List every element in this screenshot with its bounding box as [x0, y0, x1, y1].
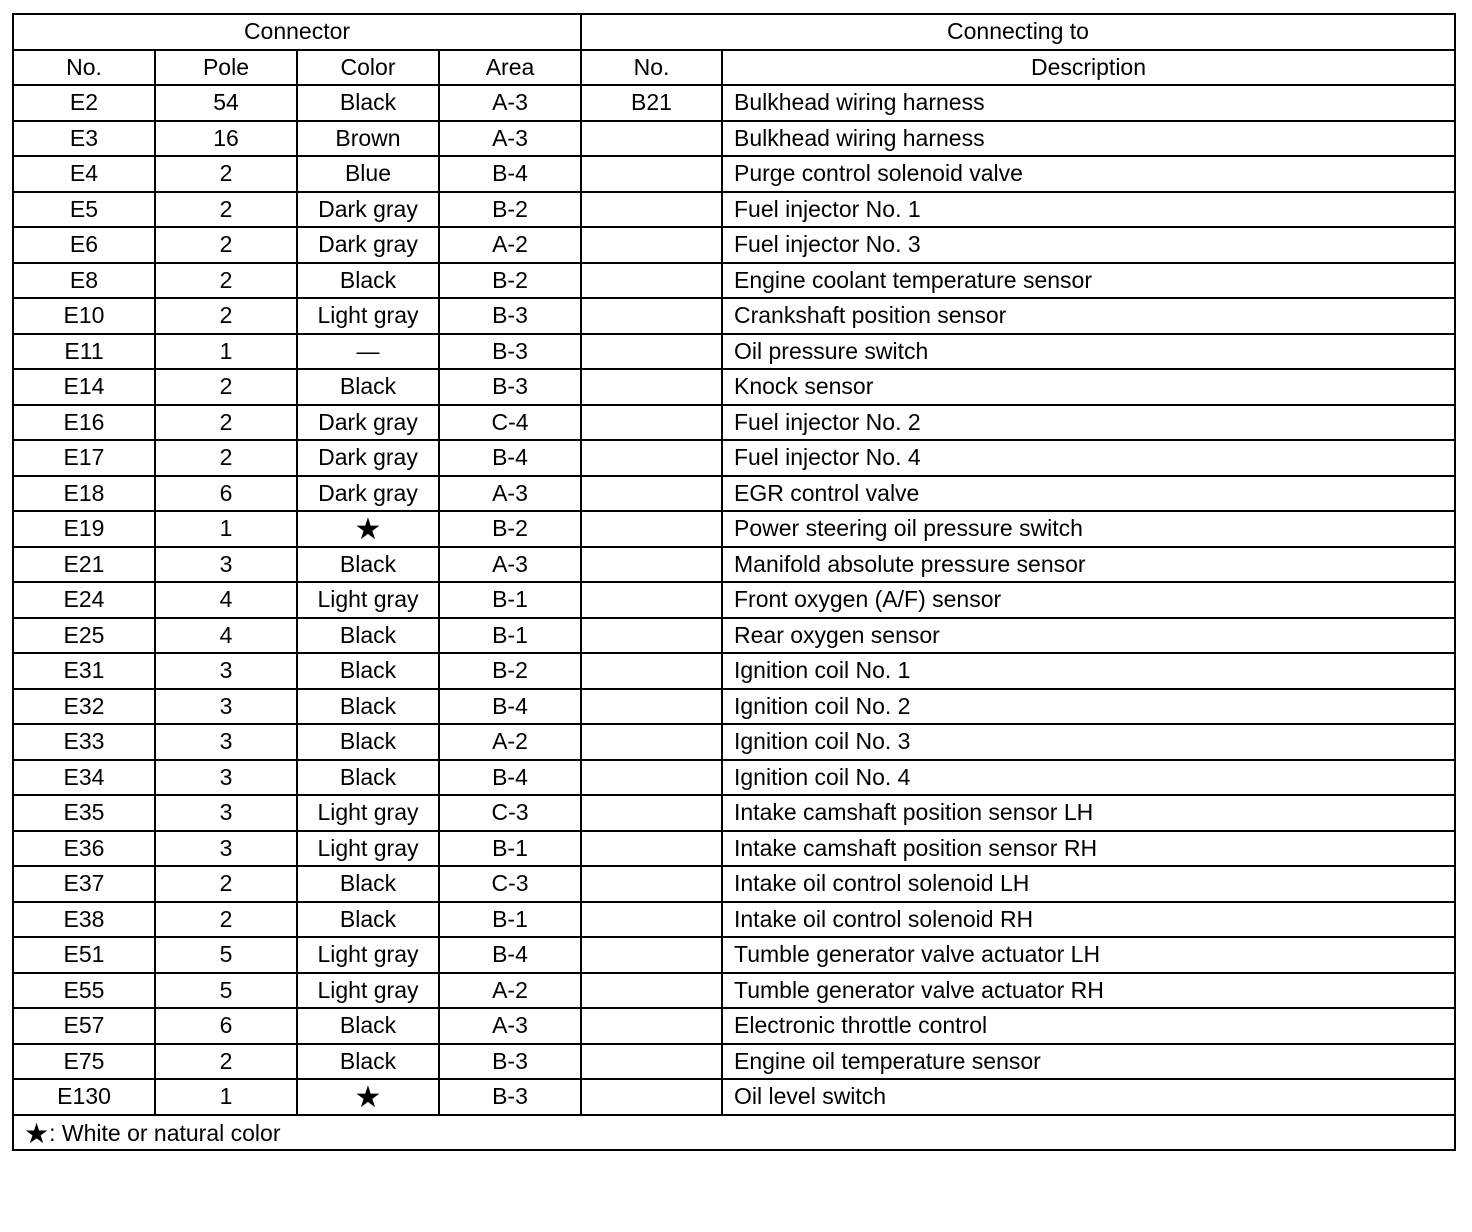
table-row: [13, 334, 1455, 370]
cell-to-no: [581, 653, 722, 689]
cell-pole: 2: [155, 227, 297, 263]
header-column-row: [13, 50, 1455, 86]
cell-color: Black: [297, 866, 439, 902]
table-row: [13, 1079, 1455, 1115]
cell-no: E130: [13, 1079, 155, 1115]
cell-no: E75: [13, 1044, 155, 1080]
header-to-no: No.: [581, 50, 722, 86]
cell-area: B-2: [439, 192, 581, 228]
cell-pole: 2: [155, 263, 297, 299]
cell-area: A-2: [439, 973, 581, 1009]
header-area: Area: [439, 50, 581, 86]
cell-pole: 6: [155, 1008, 297, 1044]
cell-to-no: [581, 689, 722, 725]
cell-to-no: [581, 156, 722, 192]
cell-pole: 2: [155, 902, 297, 938]
table-row: [13, 369, 1455, 405]
cell-to-no: [581, 724, 722, 760]
cell-color: Light gray: [297, 937, 439, 973]
footnote-row: [13, 1115, 1455, 1151]
star-icon: ★: [354, 512, 382, 546]
cell-pole: 3: [155, 653, 297, 689]
cell-description: Bulkhead wiring harness: [722, 85, 1455, 121]
cell-area: A-3: [439, 121, 581, 157]
cell-pole: 3: [155, 724, 297, 760]
cell-color: Light gray: [297, 582, 439, 618]
cell-area: A-2: [439, 724, 581, 760]
cell-pole: 1: [155, 1079, 297, 1115]
table-row: [13, 973, 1455, 1009]
cell-pole: 2: [155, 192, 297, 228]
cell-color: Black: [297, 369, 439, 405]
cell-color: Dark gray: [297, 476, 439, 512]
cell-no: E32: [13, 689, 155, 725]
cell-description: Fuel injector No. 4: [722, 440, 1455, 476]
cell-pole: 16: [155, 121, 297, 157]
cell-no: E4: [13, 156, 155, 192]
cell-no: E34: [13, 760, 155, 796]
cell-no: E18: [13, 476, 155, 512]
cell-area: B-1: [439, 582, 581, 618]
cell-color: Black: [297, 263, 439, 299]
cell-description: Engine coolant temperature sensor: [722, 263, 1455, 299]
cell-pole: 2: [155, 405, 297, 441]
cell-area: B-4: [439, 689, 581, 725]
cell-no: E31: [13, 653, 155, 689]
header-group-row: [13, 14, 1455, 50]
cell-pole: 2: [155, 1044, 297, 1080]
cell-no: E25: [13, 618, 155, 654]
cell-description: Intake oil control solenoid RH: [722, 902, 1455, 938]
cell-to-no: [581, 760, 722, 796]
table-row: [13, 227, 1455, 263]
cell-pole: 3: [155, 689, 297, 725]
table-row: [13, 547, 1455, 583]
cell-description: Ignition coil No. 3: [722, 724, 1455, 760]
cell-description: Manifold absolute pressure sensor: [722, 547, 1455, 583]
table-row: [13, 121, 1455, 157]
table-row: [13, 760, 1455, 796]
header-no: No.: [13, 50, 155, 86]
cell-pole: 2: [155, 156, 297, 192]
cell-color: Black: [297, 618, 439, 654]
table-row: [13, 1008, 1455, 1044]
cell-to-no: [581, 866, 722, 902]
cell-no: E17: [13, 440, 155, 476]
cell-no: E2: [13, 85, 155, 121]
cell-pole: 1: [155, 334, 297, 370]
table-row: [13, 263, 1455, 299]
cell-to-no: [581, 1044, 722, 1080]
cell-color: Black: [297, 1044, 439, 1080]
table-body: [13, 85, 1455, 1115]
table-row: [13, 298, 1455, 334]
cell-to-no: [581, 937, 722, 973]
cell-to-no: [581, 121, 722, 157]
cell-description: Fuel injector No. 1: [722, 192, 1455, 228]
cell-no: E51: [13, 937, 155, 973]
cell-pole: 2: [155, 440, 297, 476]
cell-no: E55: [13, 973, 155, 1009]
cell-pole: 2: [155, 866, 297, 902]
header-pole: Pole: [155, 50, 297, 86]
cell-area: A-3: [439, 547, 581, 583]
table-row: [13, 1044, 1455, 1080]
cell-description: Engine oil temperature sensor: [722, 1044, 1455, 1080]
cell-no: E38: [13, 902, 155, 938]
table-row: [13, 653, 1455, 689]
cell-to-no: [581, 1079, 722, 1115]
cell-area: B-4: [439, 440, 581, 476]
cell-color: Black: [297, 85, 439, 121]
cell-to-no: [581, 1008, 722, 1044]
cell-pole: 2: [155, 369, 297, 405]
cell-color: —: [297, 334, 439, 370]
cell-no: E33: [13, 724, 155, 760]
cell-to-no: [581, 582, 722, 618]
cell-color: Black: [297, 653, 439, 689]
cell-description: EGR control valve: [722, 476, 1455, 512]
cell-area: B-1: [439, 618, 581, 654]
cell-area: C-3: [439, 795, 581, 831]
cell-pole: 3: [155, 831, 297, 867]
cell-to-no: [581, 831, 722, 867]
cell-description: Fuel injector No. 3: [722, 227, 1455, 263]
cell-description: Tumble generator valve actuator LH: [722, 937, 1455, 973]
star-icon: ★: [354, 1080, 382, 1114]
cell-color: Dark gray: [297, 440, 439, 476]
table-row: [13, 866, 1455, 902]
cell-color: Light gray: [297, 973, 439, 1009]
cell-to-no: [581, 227, 722, 263]
table-row: [13, 85, 1455, 121]
cell-area: B-1: [439, 831, 581, 867]
cell-area: B-3: [439, 1079, 581, 1115]
cell-pole: 54: [155, 85, 297, 121]
cell-color: Dark gray: [297, 192, 439, 228]
cell-color: [297, 1079, 439, 1115]
cell-color: Black: [297, 547, 439, 583]
cell-to-no: [581, 902, 722, 938]
cell-area: B-3: [439, 298, 581, 334]
cell-no: E5: [13, 192, 155, 228]
cell-pole: 4: [155, 618, 297, 654]
cell-area: B-4: [439, 937, 581, 973]
header-description: Description: [722, 50, 1455, 86]
cell-to-no: [581, 618, 722, 654]
table-header: [13, 14, 1455, 85]
cell-area: B-3: [439, 369, 581, 405]
cell-color: Light gray: [297, 831, 439, 867]
table-row: [13, 582, 1455, 618]
cell-pole: 3: [155, 795, 297, 831]
cell-description: Tumble generator valve actuator RH: [722, 973, 1455, 1009]
cell-to-no: [581, 334, 722, 370]
footnote: [13, 1115, 1455, 1151]
cell-pole: 6: [155, 476, 297, 512]
table-row: [13, 831, 1455, 867]
cell-description: Ignition coil No. 2: [722, 689, 1455, 725]
table-row: [13, 476, 1455, 512]
cell-to-no: [581, 192, 722, 228]
cell-description: Rear oxygen sensor: [722, 618, 1455, 654]
table-row: [13, 902, 1455, 938]
cell-to-no: [581, 795, 722, 831]
cell-color: Dark gray: [297, 227, 439, 263]
cell-to-no: [581, 298, 722, 334]
cell-no: E3: [13, 121, 155, 157]
cell-color: Brown: [297, 121, 439, 157]
table-row: [13, 689, 1455, 725]
cell-to-no: [581, 973, 722, 1009]
cell-area: A-3: [439, 476, 581, 512]
cell-color: Black: [297, 760, 439, 796]
table-row: [13, 192, 1455, 228]
cell-color: Dark gray: [297, 405, 439, 441]
cell-no: E35: [13, 795, 155, 831]
cell-description: Power steering oil pressure switch: [722, 511, 1455, 547]
cell-to-no: [581, 369, 722, 405]
cell-description: Intake camshaft position sensor LH: [722, 795, 1455, 831]
cell-area: B-1: [439, 902, 581, 938]
table-row: [13, 724, 1455, 760]
cell-color: Black: [297, 902, 439, 938]
table-row: [13, 511, 1455, 547]
cell-no: E6: [13, 227, 155, 263]
cell-color: Black: [297, 689, 439, 725]
cell-to-no: [581, 440, 722, 476]
cell-description: Oil level switch: [722, 1079, 1455, 1115]
cell-no: E57: [13, 1008, 155, 1044]
cell-description: Oil pressure switch: [722, 334, 1455, 370]
cell-description: Front oxygen (A/F) sensor: [722, 582, 1455, 618]
cell-color: Blue: [297, 156, 439, 192]
cell-pole: 5: [155, 973, 297, 1009]
cell-area: B-2: [439, 263, 581, 299]
cell-to-no: [581, 405, 722, 441]
cell-no: E8: [13, 263, 155, 299]
cell-area: B-2: [439, 511, 581, 547]
table-row: [13, 440, 1455, 476]
cell-to-no: [581, 547, 722, 583]
cell-pole: 5: [155, 937, 297, 973]
cell-to-no: [581, 511, 722, 547]
cell-area: B-4: [439, 156, 581, 192]
cell-color: Black: [297, 724, 439, 760]
table-row: [13, 156, 1455, 192]
cell-area: C-3: [439, 866, 581, 902]
cell-pole: 4: [155, 582, 297, 618]
table-row: [13, 937, 1455, 973]
cell-description: Ignition coil No. 1: [722, 653, 1455, 689]
cell-area: B-4: [439, 760, 581, 796]
cell-description: Intake oil control solenoid LH: [722, 866, 1455, 902]
cell-area: A-3: [439, 85, 581, 121]
cell-area: B-3: [439, 1044, 581, 1080]
cell-area: B-2: [439, 653, 581, 689]
cell-pole: 2: [155, 298, 297, 334]
star-icon: ★: [24, 1118, 50, 1150]
cell-no: E11: [13, 334, 155, 370]
table-row: [13, 618, 1455, 654]
cell-to-no: B21: [581, 85, 722, 121]
header-connecting-to-group: Connecting to: [581, 14, 1455, 50]
header-color: Color: [297, 50, 439, 86]
cell-color: Black: [297, 1008, 439, 1044]
cell-area: B-3: [439, 334, 581, 370]
cell-description: Ignition coil No. 4: [722, 760, 1455, 796]
cell-no: E36: [13, 831, 155, 867]
cell-no: E10: [13, 298, 155, 334]
cell-area: C-4: [439, 405, 581, 441]
cell-description: Electronic throttle control: [722, 1008, 1455, 1044]
cell-pole: 1: [155, 511, 297, 547]
cell-no: E37: [13, 866, 155, 902]
table-row: [13, 405, 1455, 441]
cell-pole: 3: [155, 760, 297, 796]
cell-color: Light gray: [297, 795, 439, 831]
cell-no: E19: [13, 511, 155, 547]
header-connector-group: Connector: [13, 14, 581, 50]
cell-no: E16: [13, 405, 155, 441]
cell-no: E21: [13, 547, 155, 583]
connector-table: [12, 13, 1456, 1151]
cell-description: Crankshaft position sensor: [722, 298, 1455, 334]
cell-no: E24: [13, 582, 155, 618]
cell-no: E14: [13, 369, 155, 405]
table-row: [13, 795, 1455, 831]
cell-description: Knock sensor: [722, 369, 1455, 405]
cell-color: [297, 511, 439, 547]
cell-description: Intake camshaft position sensor RH: [722, 831, 1455, 867]
cell-to-no: [581, 263, 722, 299]
cell-description: Purge control solenoid valve: [722, 156, 1455, 192]
cell-description: Fuel injector No. 2: [722, 405, 1455, 441]
cell-to-no: [581, 476, 722, 512]
cell-pole: 3: [155, 547, 297, 583]
cell-area: A-2: [439, 227, 581, 263]
cell-color: Light gray: [297, 298, 439, 334]
cell-description: Bulkhead wiring harness: [722, 121, 1455, 157]
footnote-text: : White or natural color: [49, 1120, 281, 1147]
cell-area: A-3: [439, 1008, 581, 1044]
